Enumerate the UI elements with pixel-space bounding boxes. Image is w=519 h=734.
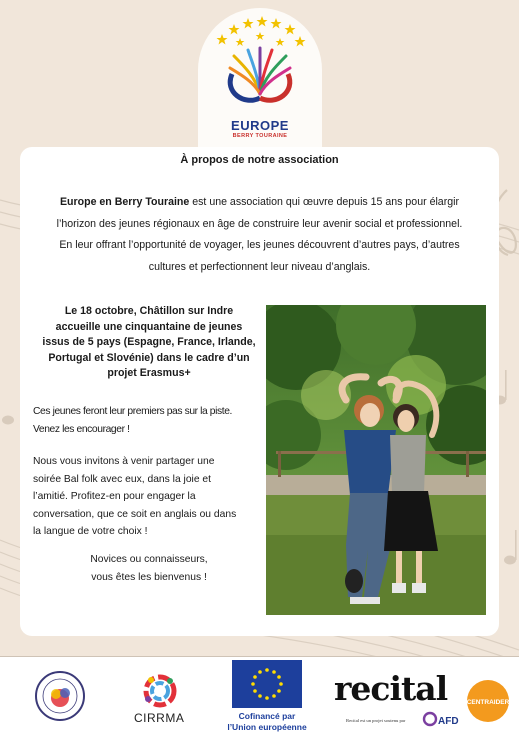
partner-seal-icon bbox=[34, 670, 86, 722]
event-line: Le 18 octobre, Châtillon sur Indre bbox=[64, 305, 234, 317]
eu-cofunded-caption bbox=[222, 711, 312, 732]
paragraph-line: l’amitié. Profitez-en pour engager la bbox=[33, 491, 196, 502]
paragraph-line: Ces jeunes feront leur premiers pas sur la piste. bbox=[33, 406, 233, 417]
eu-caption-line: l’Union européenne bbox=[227, 721, 307, 732]
paragraph-line: la langue de votre choix ! bbox=[33, 526, 148, 537]
cirrma-logo-icon bbox=[140, 673, 180, 711]
encourage-paragraph bbox=[33, 403, 265, 438]
afd-logo-icon bbox=[422, 710, 462, 728]
event-line: accueille une cinquantaine de jeunes bbox=[55, 320, 243, 333]
invitation-paragraph bbox=[33, 453, 265, 541]
intro-line-4: cultures et perfectionnent leur niveau d’anglais. bbox=[148, 260, 371, 273]
paragraph-line: Nous vous invitons à venir partager une bbox=[33, 456, 215, 467]
event-heading bbox=[38, 304, 260, 382]
welcome-paragraph bbox=[33, 551, 265, 586]
eu-flag-icon bbox=[232, 660, 302, 708]
event-line: issus de 5 pays (Espagne, France, Irlande, bbox=[42, 336, 256, 349]
paragraph-line: soirée Bal folk avec eux, dans la joie et bbox=[33, 473, 212, 485]
paragraph-line: Novices ou connaisseurs, bbox=[90, 554, 208, 565]
intro-paragraph bbox=[46, 192, 473, 278]
content-card bbox=[20, 147, 499, 636]
intro-line-2: l’horizon des jeunes régionaux en âge de construire leur avenir social et professionnel. bbox=[56, 217, 463, 230]
eu-caption-line: Cofinancé par bbox=[238, 711, 296, 721]
intro-bold-name: Europe en Berry Touraine bbox=[59, 196, 190, 208]
intro-line-1: est une association qui œuvre depuis 15 ans pour élargir bbox=[189, 196, 460, 208]
centraider-text: CENTRAIDER bbox=[466, 699, 510, 706]
recital-logo-text: recital bbox=[334, 669, 448, 708]
event-line: projet Erasmus+ bbox=[107, 367, 191, 380]
photo-two-dancers bbox=[266, 305, 486, 615]
afd-text: AFD bbox=[438, 716, 459, 727]
logo-name: EUROPE bbox=[231, 118, 289, 133]
recital-support-text: Recital est un projet soutenu par bbox=[346, 718, 406, 723]
europe-berry-touraine-emblem-icon bbox=[210, 8, 310, 114]
intro-line-3: En leur offrant l’opportunité de voyager, les jeunes découvrent d’autres pays, d’autres bbox=[59, 239, 460, 251]
association-logo bbox=[198, 8, 322, 158]
page-title: À propos de notre association bbox=[180, 154, 339, 166]
partners-footer bbox=[0, 656, 519, 734]
paragraph-line: vous êtes les bienvenus ! bbox=[91, 571, 207, 583]
paragraph-line: Venez les encourager ! bbox=[33, 423, 130, 435]
cirrma-name: CIRRMA bbox=[134, 711, 185, 725]
event-line: Portugal et Slovénie) dans le cadre d’un bbox=[48, 351, 250, 364]
logo-subtitle: BERRY TOURAINE bbox=[232, 133, 288, 139]
paragraph-line: conversation, que ce soit en anglais ou dans bbox=[33, 508, 237, 520]
centraider-logo-icon bbox=[466, 679, 510, 723]
